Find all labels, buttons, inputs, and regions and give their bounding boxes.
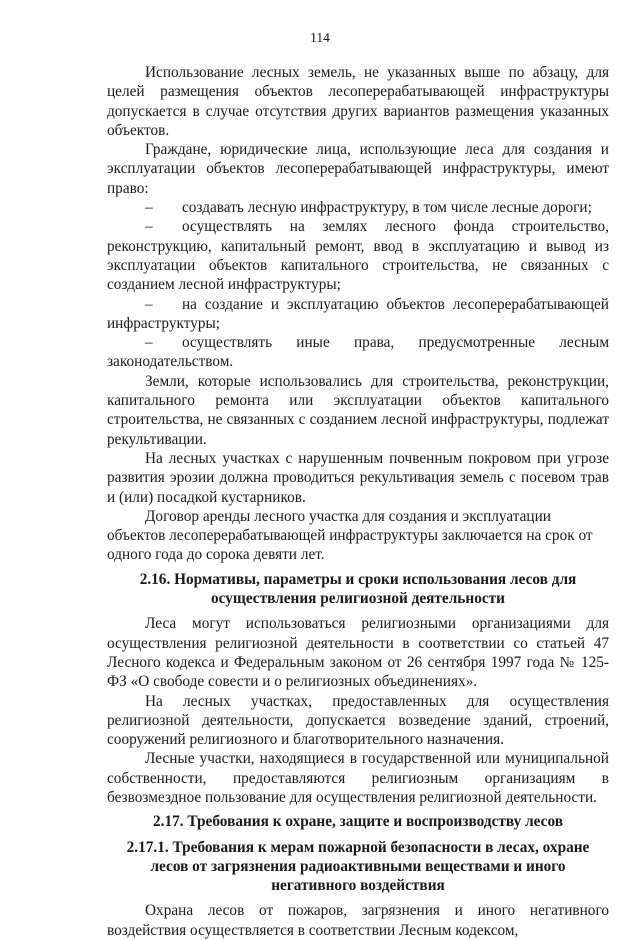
paragraph: Использование лесных земель, не указанных выше по абзацу, для целей размещения объектов лесоперерабатывающей инфраструктуры допускается в случае отсутствия других вариантов размещения указанных объектов. [107, 64, 609, 139]
list-item-text: создавать лесную инфраструктуру, в том числе лесные дороги; [182, 199, 592, 217]
section-heading-2-16: 2.16. Нормативы, параметры и сроки использования лесов для осуществления религиозной деятельности [139, 570, 577, 608]
paragraph: Земли, которые использовались для строительства, реконструкции, капитального ремонта или эксплуатации объектов капитального строительства, не связанных с созданием лесной инфраструктуры, подлежат рекультивации. [107, 372, 609, 448]
list-item-text: осуществлять на землях лесного фонда строительство, реконструкцию, капитальный ремонт, ввод в эксплуатацию и вывод из эксплуатации объектов капитального строительства, не связанных с созданием лесной инфраструктуры; [107, 218, 609, 294]
list-item [107, 198, 609, 217]
list-item-text: на создание и эксплуатацию объектов лесоперерабатывающей инфраструктуры; [107, 295, 609, 332]
list-item-text: осуществлять иные права, предусмотренные лесным законодательством. [107, 334, 609, 371]
list-item [107, 217, 609, 294]
section-heading-2-17: 2.17. Требования к охране, защите и воспроизводству лесов [153, 813, 563, 831]
paragraph: Договор аренды лесного участка для создания и эксплуатации объектов лесоперерабатывающей инфраструктуры заключается на срок от одного года до сорока девяти лет. [107, 507, 593, 564]
list-dash: – [145, 334, 153, 352]
list-dash: – [145, 199, 153, 217]
document-body [107, 63, 609, 940]
paragraph: Граждане, юридические лица, использующие леса для создания и эксплуатации объектов лесоперерабатывающей инфраструктуры, имеют право: [107, 141, 609, 197]
paragraph: Охрана лесов от пожаров, загрязнения и иного негативного воздействия осуществляется в соответствии Лесным кодексом, [107, 902, 609, 939]
section-heading-2-17-1: 2.17.1. Требования к мерам пожарной безопасности в лесах, охране лесов от загрязнения радиоактивными веществами и иного негативного воздействия [126, 838, 590, 895]
paragraph: На лесных участках с нарушенным почвенным покровом при угрозе развития эрозии должна проводиться рекультивация земель с посевом трав и (или) посадкой кустарников. [107, 449, 609, 506]
paragraph: На лесных участках, предоставленных для осуществления религиозной деятельности, допускается возведение зданий, строений, сооружений религиозного и благотворительного назначения. [107, 692, 609, 749]
paragraph: Лесные участки, находящиеся в государственной или муниципальной собственности, предоставляются религиозным организациям в безвозмездное пользование для осуществления религиозной деятельности. [107, 750, 609, 806]
page-number: 114 [310, 30, 330, 45]
paragraph: Леса могут использоваться религиозными организациями для осуществления религиозной деятельности в соответствии со статьей 47 Лесного кодекса и Федеральным законом от 26 сентября 1997 года № 125-ФЗ «О свободе совести и о религиозных объединениях». [107, 615, 609, 691]
list-dash: – [145, 218, 153, 236]
list-item [107, 295, 609, 334]
list-item [107, 333, 609, 372]
list-dash: – [145, 295, 153, 313]
